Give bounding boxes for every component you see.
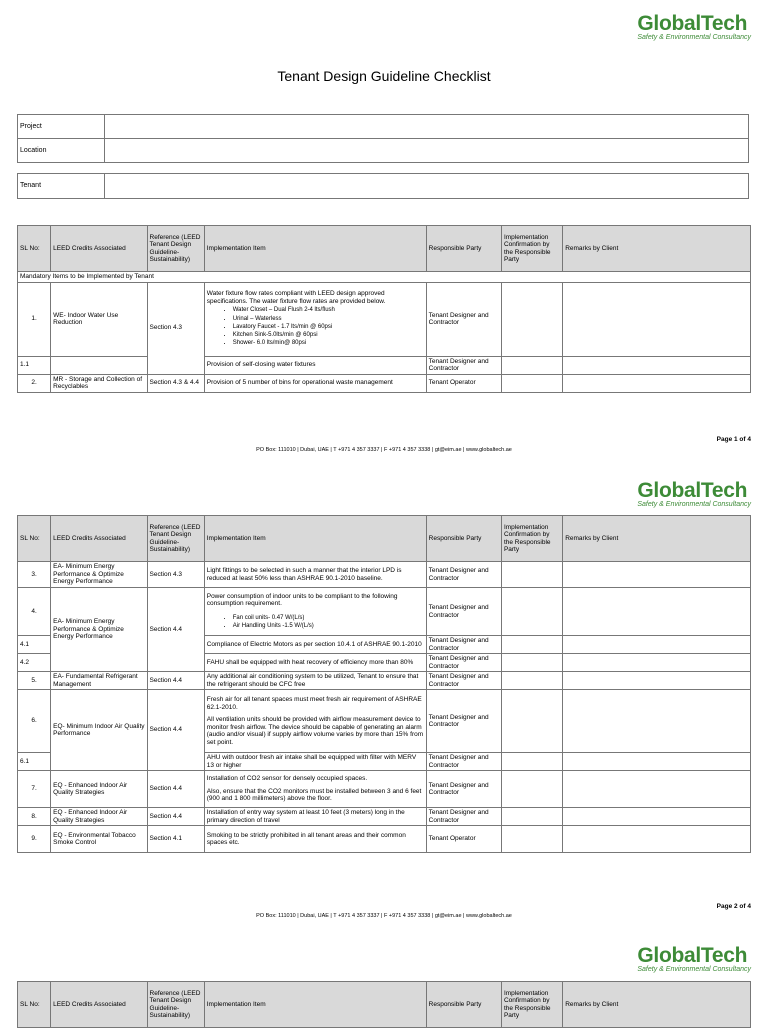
checklist-table-page3 (17, 981, 751, 1028)
tenant-info-table (17, 173, 749, 199)
row-reference: Section 4.3 (147, 562, 204, 588)
row-item: Provision of self-closing water fixtures (204, 356, 426, 374)
logo-brand: GlobalTech (637, 12, 748, 35)
row-sl: 7. (18, 771, 51, 808)
company-logo (637, 14, 751, 42)
row-party: Tenant Designer and Contractor (426, 672, 501, 690)
confirm-cell[interactable] (501, 636, 562, 654)
header-reference: Reference (LEED Tenant Design Guideline-Sustainability) (147, 516, 204, 562)
table-row (18, 826, 751, 853)
row-credit: EQ - Enhanced Indoor Air Quality Strategies (51, 808, 147, 826)
header-item: Implementation Item (204, 226, 426, 272)
row-party: Tenant Designer and Contractor (426, 356, 501, 374)
logo-tagline: Safety & Environmental Consultancy (637, 501, 751, 508)
remarks-cell[interactable] (563, 690, 751, 753)
row-credit: MR - Storage and Collection of Recyclables (51, 374, 147, 392)
header-item: Implementation Item (204, 982, 426, 1028)
row-item: Compliance of Electric Motors as per section 10.4.1 of ASHRAE 90.1-2010 (204, 636, 426, 654)
header-credits: LEED Credits Associated (51, 516, 147, 562)
row-reference: Section 4.4 (147, 808, 204, 826)
header-sl: SL No: (18, 226, 51, 272)
row-item: Any additional air conditioning system to be utilized, Tenant to ensure that the refrigerant should be CFC free (204, 672, 426, 690)
project-label: Project (18, 115, 105, 139)
row-party: Tenant Designer and Contractor (426, 690, 501, 753)
remarks-cell[interactable] (563, 282, 751, 356)
row-item: Provision of 5 number of bins for operational waste management (204, 374, 426, 392)
table-row (18, 672, 751, 690)
confirm-cell[interactable] (501, 771, 562, 808)
confirm-cell[interactable] (501, 826, 562, 853)
row-sl: 6.1 (18, 753, 51, 771)
header-credits: LEED Credits Associated (51, 226, 147, 272)
flow-rate-list (207, 306, 424, 347)
remarks-cell[interactable] (563, 374, 751, 392)
row-reference: Section 4.4 (147, 672, 204, 690)
list-item: • Urinal – Waterless (233, 315, 424, 323)
list-item: • Water Closet – Dual Flush 2-4 lts/flush (233, 306, 424, 314)
row-item: Installation of entry way system at least 10 feet (3 meters) long in the primary direction of travel (204, 808, 426, 826)
row-party: Tenant Operator (426, 826, 501, 853)
row-credit: EA- Minimum Energy Performance & Optimize Energy Performance (51, 562, 147, 588)
row-item (204, 771, 426, 808)
project-field[interactable] (105, 115, 749, 139)
row-sl: 4. (18, 588, 51, 636)
row-party: Tenant Designer and Contractor (426, 562, 501, 588)
table-row (18, 374, 751, 392)
header-reference: Reference (LEED Tenant Design Guideline-Sustainability) (147, 982, 204, 1028)
list-item: • Lavatory Faucet - 1.7 lts/min @ 60psi (233, 323, 424, 331)
remarks-cell[interactable] (563, 672, 751, 690)
row-sl: 2. (18, 374, 51, 392)
table-header (18, 516, 751, 562)
header-item: Implementation Item (204, 516, 426, 562)
header-remarks: Remarks by Client (563, 516, 751, 562)
confirm-cell[interactable] (501, 356, 562, 374)
row-credit: EQ- Minimum Indoor Air Quality Performance (51, 690, 147, 771)
header-confirm: Implementation Confirmation by the Responsible Party (501, 516, 562, 562)
table-row (18, 282, 751, 356)
company-logo (637, 946, 751, 974)
header-reference: Reference (LEED Tenant Design Guideline-Sustainability) (147, 226, 204, 272)
row-sl: 3. (18, 562, 51, 588)
confirm-cell[interactable] (501, 753, 562, 771)
header-confirm: Implementation Confirmation by the Responsible Party (501, 982, 562, 1028)
header-party: Responsible Party (426, 982, 501, 1028)
row-item: Light fittings to be selected in such a manner that the interior LPD is reduced at least 50% less than ASHRAE 90.1-2010 baseline. (204, 562, 426, 588)
row-item-text: Installation of CO2 sensor for densely occupied spaces. (206, 775, 368, 783)
logo-brand: GlobalTech (637, 944, 748, 967)
row-party: Tenant Operator (426, 374, 501, 392)
list-item: • Kitchen Sink-5.0lts/min @ 60psi (233, 331, 424, 339)
project-info-table (17, 114, 749, 163)
mandatory-label: Mandatory Items to be Implemented by Tenant (18, 272, 751, 283)
row-sl: 4.2 (18, 654, 51, 672)
row-sl: 4.1 (18, 636, 51, 654)
confirm-cell[interactable] (501, 588, 562, 636)
header-sl: SL No: (18, 516, 51, 562)
page-footer: PO Box: 111010 | Dubai, UAE | T +971 4 357 3337 | F +971 4 357 3338 | gt@eim.ae | www.globaltech.ae (256, 913, 512, 919)
remarks-cell[interactable] (563, 771, 751, 808)
row-party: Tenant Designer and Contractor (426, 282, 501, 356)
row-party: Tenant Designer and Contractor (426, 636, 501, 654)
row-reference: Section 4.3 & 4.4 (147, 374, 204, 392)
confirm-cell[interactable] (501, 374, 562, 392)
row-item (204, 588, 426, 636)
remarks-cell[interactable] (563, 753, 751, 771)
remarks-cell[interactable] (563, 636, 751, 654)
row-sl: 1. (18, 282, 51, 356)
row-item-text: Fresh air for all tenant spaces must meet fresh air requirement of ASHRAE 62.1-2010. (206, 696, 422, 711)
row-item-text: All ventilation units should be provided with airflow measurement device to monitor fresh airflow. The device should be capable of generating an alarm (audio and/or visual) if supply airflow volume varies by more than 15% from set point. (206, 716, 424, 746)
page-number: Page 2 of 4 (716, 903, 751, 910)
row-credit: EQ - Environmental Tobacco Smoke Control (51, 826, 147, 853)
list-item: • Air Handling Units -1.5 W/(L/s) (233, 622, 424, 630)
row-sl: 6. (18, 690, 51, 753)
row-sl: 9. (18, 826, 51, 853)
row-item-text: Also, ensure that the CO2 monitors must be installed between 3 and 6 feet (900 and 1 800 millimeters) above the floor. (206, 787, 422, 803)
row-item-text: Water fixture flow rates compliant with LEED design approved specifications. The water fixture flow rates are provided below. (206, 290, 386, 305)
header-party: Responsible Party (426, 516, 501, 562)
header-party: Responsible Party (426, 226, 501, 272)
row-credit: WE- Indoor Water Use Reduction (51, 282, 147, 356)
header-sl: SL No: (18, 982, 51, 1028)
table-header (18, 982, 751, 1028)
row-party: Tenant Designer and Contractor (426, 771, 501, 808)
row-item-text: Power consumption of indoor units to be compliant to the following consumption requirement. (206, 592, 398, 608)
row-item: AHU with outdoor fresh air intake shall be equipped with filter with MERV 13 or higher (204, 753, 426, 771)
remarks-cell[interactable] (563, 654, 751, 672)
row-reference: Section 4.1 (147, 826, 204, 853)
list-item: • Fan coil units- 0.47 W/(L/s) (233, 614, 424, 622)
row-party: Tenant Designer and Contractor (426, 654, 501, 672)
row-item: FAHU shall be equipped with heat recovery of efficiency more than 80% (204, 654, 426, 672)
row-reference: Section 4.3 (147, 282, 204, 374)
confirm-cell[interactable] (501, 672, 562, 690)
page-footer: PO Box: 111010 | Dubai, UAE | T +971 4 357 3337 | F +971 4 357 3338 | gt@eim.ae | www.globaltech.ae (256, 447, 512, 453)
remarks-cell[interactable] (563, 588, 751, 636)
header-confirm: Implementation Confirmation by the Responsible Party (501, 226, 562, 272)
row-credit: EA- Fundamental Refrigerant Management (51, 672, 147, 690)
table-row (18, 690, 751, 753)
row-item (204, 282, 426, 356)
row-credit: EQ - Enhanced Indoor Air Quality Strategies (51, 771, 147, 808)
table-row (18, 808, 751, 826)
row-credit (51, 356, 147, 374)
checklist-table-page2 (17, 515, 751, 853)
row-reference: Section 4.4 (147, 690, 204, 771)
table-row (18, 356, 751, 374)
row-sl: 8. (18, 808, 51, 826)
table-header (18, 226, 751, 272)
confirm-cell[interactable] (501, 654, 562, 672)
table-row (18, 562, 751, 588)
row-sl: 1.1 (18, 356, 51, 374)
section-label-row (18, 272, 751, 283)
row-item (204, 690, 426, 753)
row-reference: Section 4.4 (147, 771, 204, 808)
header-remarks: Remarks by Client (563, 982, 751, 1028)
header-remarks: Remarks by Client (563, 226, 751, 272)
row-reference: Section 4.4 (147, 588, 204, 672)
confirm-cell[interactable] (501, 282, 562, 356)
tenant-field[interactable] (105, 174, 749, 199)
row-item: Smoking to be strictly prohibited in all tenant areas and their common spaces etc. (204, 826, 426, 853)
header-credits: LEED Credits Associated (51, 982, 147, 1028)
list-item: • Shower- 6.0 lts/min@ 80psi (233, 339, 424, 347)
location-field[interactable] (105, 139, 749, 163)
row-credit: EA- Minimum Energy Performance & Optimize Energy Performance (51, 588, 147, 672)
table-row (18, 771, 751, 808)
checklist-table-page1 (17, 225, 751, 393)
logo-tagline: Safety & Environmental Consultancy (637, 34, 751, 41)
confirm-cell[interactable] (501, 562, 562, 588)
tenant-label: Tenant (18, 174, 105, 199)
table-row (18, 588, 751, 636)
logo-brand: GlobalTech (637, 479, 748, 502)
row-party: Tenant Designer and Contractor (426, 753, 501, 771)
page-number: Page 1 of 4 (716, 436, 751, 443)
logo-tagline: Safety & Environmental Consultancy (637, 966, 751, 973)
row-party: Tenant Designer and Contractor (426, 588, 501, 636)
location-label: Location (18, 139, 105, 163)
company-logo (637, 481, 751, 509)
remarks-cell[interactable] (563, 808, 751, 826)
confirm-cell[interactable] (501, 690, 562, 753)
remarks-cell[interactable] (563, 356, 751, 374)
remarks-cell[interactable] (563, 826, 751, 853)
consumption-list (207, 614, 424, 630)
remarks-cell[interactable] (563, 562, 751, 588)
row-party: Tenant Designer and Contractor (426, 808, 501, 826)
confirm-cell[interactable] (501, 808, 562, 826)
row-sl: 5. (18, 672, 51, 690)
page-title: Tenant Design Guideline Checklist (277, 68, 491, 84)
